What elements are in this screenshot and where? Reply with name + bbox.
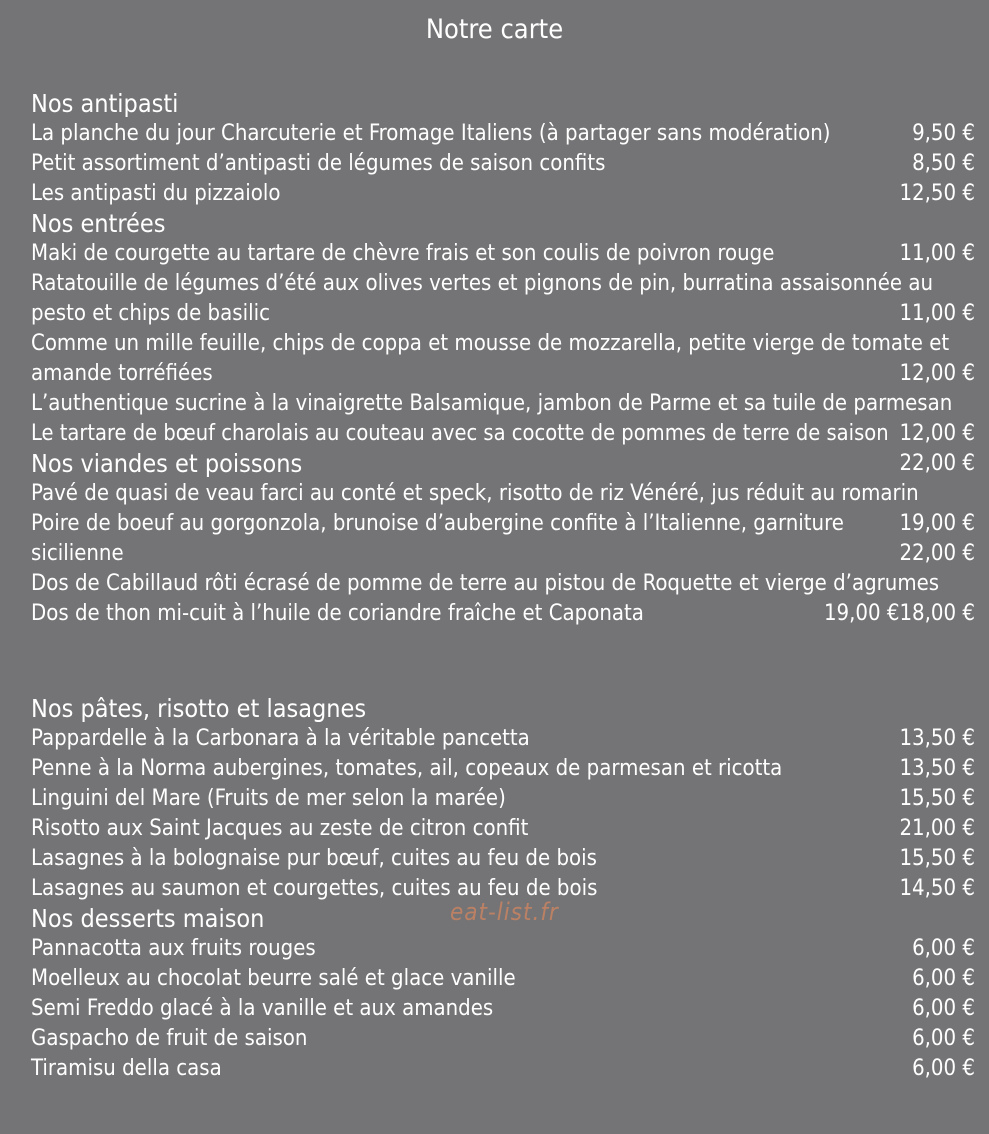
- item-name: Lasagnes à la bolognaise pur bœuf, cuites au feu de bois: [31, 846, 597, 871]
- menu-item: [31, 964, 975, 994]
- menu-item: [31, 359, 975, 389]
- item-price: 14,50 €: [899, 876, 975, 901]
- section-pates: [31, 694, 975, 1084]
- menu-item: [31, 419, 975, 449]
- item-name-line1: Poire de boeuf au gorgonzola, brunoise d’aubergine confite à l’Italienne, garniture: [31, 511, 844, 536]
- item-name: Pavé de quasi de veau farci au conté et speck, risotto de riz Vénéré, jus réduit au romarin: [31, 481, 919, 506]
- item-price: 15,50 €: [899, 786, 975, 811]
- menu-item: [31, 724, 975, 754]
- menu-item: [31, 599, 975, 629]
- item-price: 19,00 €: [899, 511, 975, 536]
- menu-item: [31, 844, 975, 874]
- section-heading-row: [31, 449, 975, 479]
- menu-item: [31, 539, 975, 569]
- item-name: Risotto aux Saint Jacques au zeste de citron confit: [31, 816, 529, 841]
- item-name: Pannacotta aux fruits rouges: [31, 936, 316, 961]
- item-price: 12,00 €: [899, 421, 975, 446]
- item-price: 12,00 €: [899, 361, 975, 386]
- item-price: 6,00 €: [912, 1026, 975, 1051]
- menu-item: [31, 754, 975, 784]
- item-name: Pappardelle à la Carbonara à la véritable pancetta: [31, 726, 530, 751]
- section-heading: Nos entrées: [31, 209, 166, 238]
- item-name-line2: amande torréfiées: [31, 361, 213, 386]
- item-price: 12,50 €: [899, 181, 975, 206]
- item-name-line1: Comme un mille feuille, chips de coppa et mousse de mozzarella, petite vierge de tomate et: [31, 331, 950, 356]
- item-price: 11,00 €: [899, 241, 975, 266]
- item-name-line2: sicilienne: [31, 541, 124, 566]
- item-name-line2: pesto et chips de basilic: [31, 301, 270, 326]
- item-name: Gaspacho de fruit de saison: [31, 1026, 308, 1051]
- section-heading: Nos desserts maison: [31, 904, 265, 933]
- item-name: Lasagnes au saumon et courgettes, cuites au feu de bois: [31, 876, 598, 901]
- menu-item: [31, 814, 975, 844]
- watermark: eat-list.fr: [450, 898, 559, 926]
- item-name: Les antipasti du pizzaiolo: [31, 181, 281, 206]
- item-name: Moelleux au chocolat beurre salé et glace vanille: [31, 966, 516, 991]
- item-price: 6,00 €: [912, 1056, 975, 1081]
- item-name: Le tartare de bœuf charolais au couteau avec sa cocotte de pommes de terre de saison: [31, 421, 889, 446]
- item-price: 21,00 €: [899, 816, 975, 841]
- item-price: 15,50 €: [899, 846, 975, 871]
- item-name: Dos de thon mi-cuit à l’huile de coriandre fraîche et Caponata: [31, 601, 644, 626]
- item-price: 6,00 €: [912, 936, 975, 961]
- item-price: 19,00 €18,00 €: [823, 601, 975, 626]
- section-heading: Nos antipasti: [31, 89, 179, 118]
- item-name: Linguini del Mare (Fruits de mer selon la marée): [31, 786, 506, 811]
- menu-item: [31, 149, 975, 179]
- section-heading: Nos pâtes, risotto et lasagnes: [31, 694, 367, 723]
- menu-item: [31, 569, 975, 599]
- menu-item: [31, 934, 975, 964]
- item-price: 6,00 €: [912, 996, 975, 1021]
- section-heading: Nos viandes et poissons: [31, 449, 303, 478]
- item-price: 8,50 €: [912, 151, 975, 176]
- item-price: 22,00 €: [899, 451, 975, 476]
- menu-item: [31, 299, 975, 329]
- item-name: La planche du jour Charcuterie et Fromage Italiens (à partager sans modération): [31, 121, 831, 146]
- item-name: Penne à la Norma aubergines, tomates, ail, copeaux de parmesan et ricotta: [31, 756, 783, 781]
- item-price: 13,50 €: [899, 726, 975, 751]
- item-name: Maki de courgette au tartare de chèvre frais et son coulis de poivron rouge: [31, 241, 775, 266]
- menu-item: [31, 509, 975, 539]
- menu-item: [31, 239, 975, 269]
- menu-item: [31, 329, 975, 359]
- menu-item: [31, 994, 975, 1024]
- menu-item: [31, 784, 975, 814]
- menu-item: [31, 479, 975, 509]
- item-name: L’authentique sucrine à la vinaigrette Balsamique, jambon de Parme et sa tuile de parmesan: [31, 391, 953, 416]
- item-price: 13,50 €: [899, 756, 975, 781]
- item-name: Tiramisu della casa: [31, 1056, 222, 1081]
- item-name: Petit assortiment d’antipasti de légumes de saison confits: [31, 151, 606, 176]
- item-price: 22,00 €: [899, 541, 975, 566]
- menu-item: [31, 119, 975, 149]
- menu-item: [31, 389, 975, 419]
- item-price: 11,00 €: [899, 301, 975, 326]
- menu-item: [31, 179, 975, 209]
- item-price: 6,00 €: [912, 966, 975, 991]
- item-name: Dos de Cabillaud rôti écrasé de pomme de terre au pistou de Roquette et vierge d’agrumes: [31, 571, 940, 596]
- item-name-line1: Ratatouille de légumes d’été aux olives vertes et pignons de pin, burratina assaisonnée au: [31, 271, 934, 296]
- menu-item: [31, 269, 975, 299]
- page-title: Notre carte: [425, 14, 564, 45]
- section-antipasti: [31, 89, 975, 629]
- menu-item: [31, 1024, 975, 1054]
- menu-item: [31, 1054, 975, 1084]
- item-name: Semi Freddo glacé à la vanille et aux amandes: [31, 996, 494, 1021]
- item-price: 9,50 €: [912, 121, 975, 146]
